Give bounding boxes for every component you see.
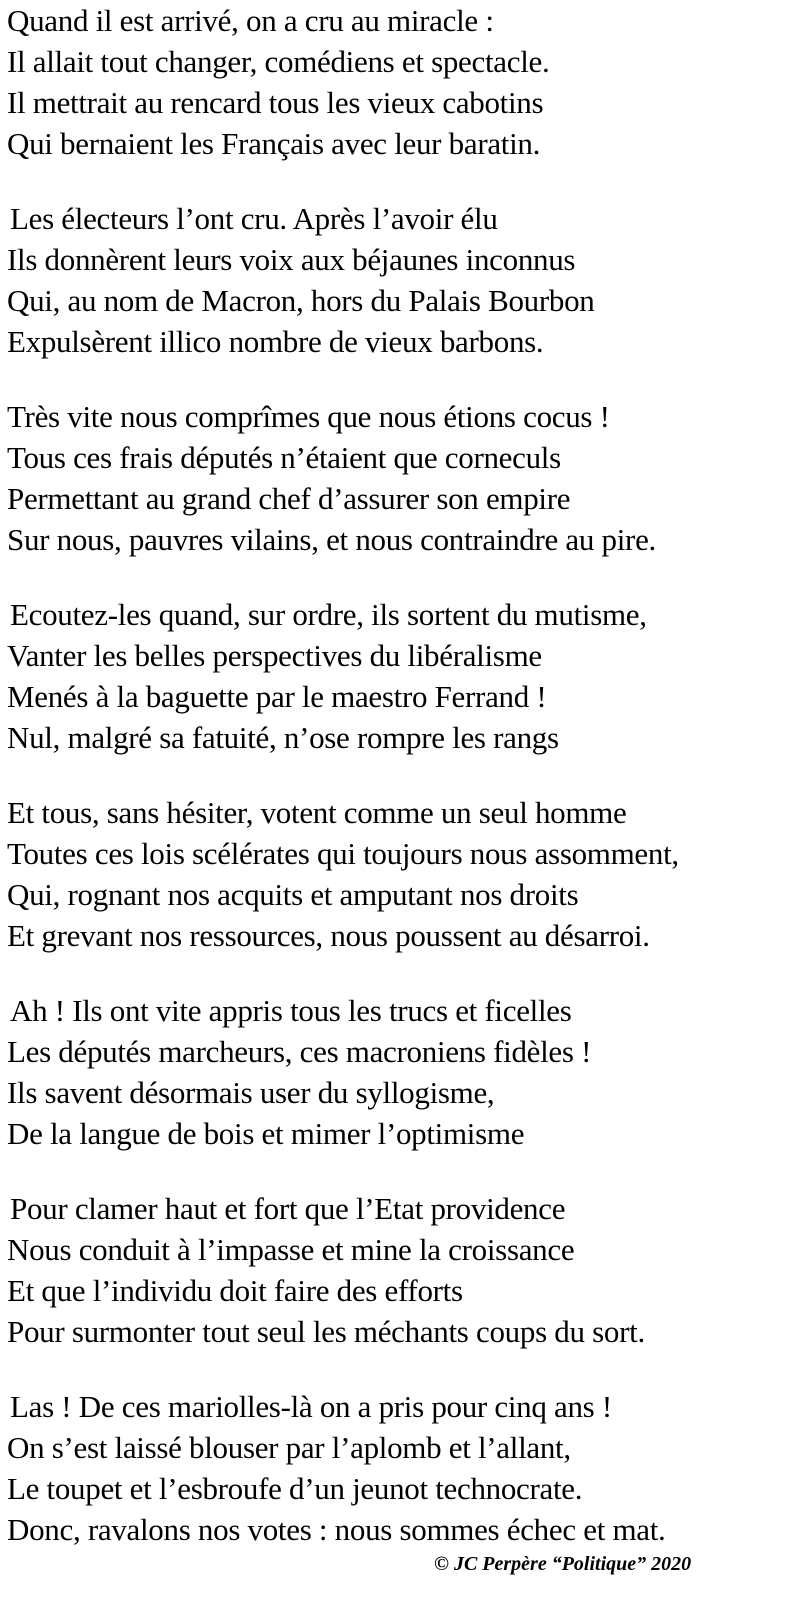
verse-line: De la langue de bois et mimer l’optimisme	[7, 1116, 525, 1151]
stanza-6	[7, 990, 803, 1154]
verse-line: Ils donnèrent leurs voix aux béjaunes inconnus	[7, 242, 576, 277]
verse-line: Il mettrait au rencard tous les vieux cabotins	[7, 85, 544, 120]
verse-line: Ecoutez-les quand, sur ordre, ils sortent du mutisme,	[10, 597, 647, 632]
verse-line: Les députés marcheurs, ces macroniens fidèles !	[7, 1034, 592, 1069]
stanza-4	[7, 594, 803, 758]
verse-line: Donc, ravalons nos votes : nous sommes échec et mat.	[7, 1512, 666, 1547]
verse-line: Le toupet et l’esbroufe d’un jeunot technocrate.	[7, 1471, 583, 1506]
verse-line: On s’est laissé blouser par l’aplomb et l’allant,	[7, 1430, 571, 1465]
verse-line: Et que l’individu doit faire des efforts	[7, 1273, 463, 1308]
verse-line: Et grevant nos ressources, nous poussent au désarroi.	[7, 918, 650, 953]
verse-line: Nul, malgré sa fatuité, n’ose rompre les rangs	[7, 720, 559, 755]
verse-line: Toutes ces lois scélérates qui toujours nous assomment,	[7, 836, 679, 871]
verse-line: Vanter les belles perspectives du libéralisme	[7, 638, 542, 673]
verse-line: Permettant au grand chef d’assurer son empire	[7, 481, 571, 516]
verse-line: Sur nous, pauvres vilains, et nous contraindre au pire.	[7, 522, 656, 557]
stanza-5	[7, 792, 803, 956]
verse-line: Qui, rognant nos acquits et amputant nos droits	[7, 877, 579, 912]
stanza-3	[7, 396, 803, 560]
stanza-8	[7, 1386, 803, 1550]
verse-line: Nous conduit à l’impasse et mine la croissance	[7, 1232, 575, 1267]
verse-line: Il allait tout changer, comédiens et spectacle.	[7, 44, 550, 79]
verse-line: Las ! De ces mariolles-là on a pris pour cinq ans !	[10, 1389, 612, 1424]
poem	[7, 0, 803, 1550]
verse-line: Menés à la baguette par le maestro Ferrand !	[7, 679, 547, 714]
verse-line: Tous ces frais députés n’étaient que corneculs	[7, 440, 561, 475]
verse-line: Et tous, sans hésiter, votent comme un seul homme	[7, 795, 627, 830]
verse-line: Qui bernaient les Français avec leur baratin.	[7, 126, 541, 161]
stanza-2	[7, 198, 803, 362]
stanza-1	[7, 0, 803, 164]
copyright-signature: © JC Perpère “Politique” 2020	[434, 1553, 692, 1575]
verse-line: Pour surmonter tout seul les méchants coups du sort.	[7, 1314, 645, 1349]
verse-line: Quand il est arrivé, on a cru au miracle :	[7, 3, 494, 38]
verse-line: Les électeurs l’ont cru. Après l’avoir élu	[10, 201, 498, 236]
verse-line: Pour clamer haut et fort que l’Etat providence	[10, 1191, 566, 1226]
verse-line: Très vite nous comprîmes que nous étions cocus !	[7, 399, 610, 434]
verse-line: Ah ! Ils ont vite appris tous les trucs et ficelles	[10, 993, 572, 1028]
verse-line: Ils savent désormais user du syllogisme,	[7, 1075, 495, 1110]
verse-line: Qui, au nom de Macron, hors du Palais Bourbon	[7, 283, 595, 318]
verse-line: Expulsèrent illico nombre de vieux barbons.	[7, 324, 544, 359]
stanza-7	[7, 1188, 803, 1352]
